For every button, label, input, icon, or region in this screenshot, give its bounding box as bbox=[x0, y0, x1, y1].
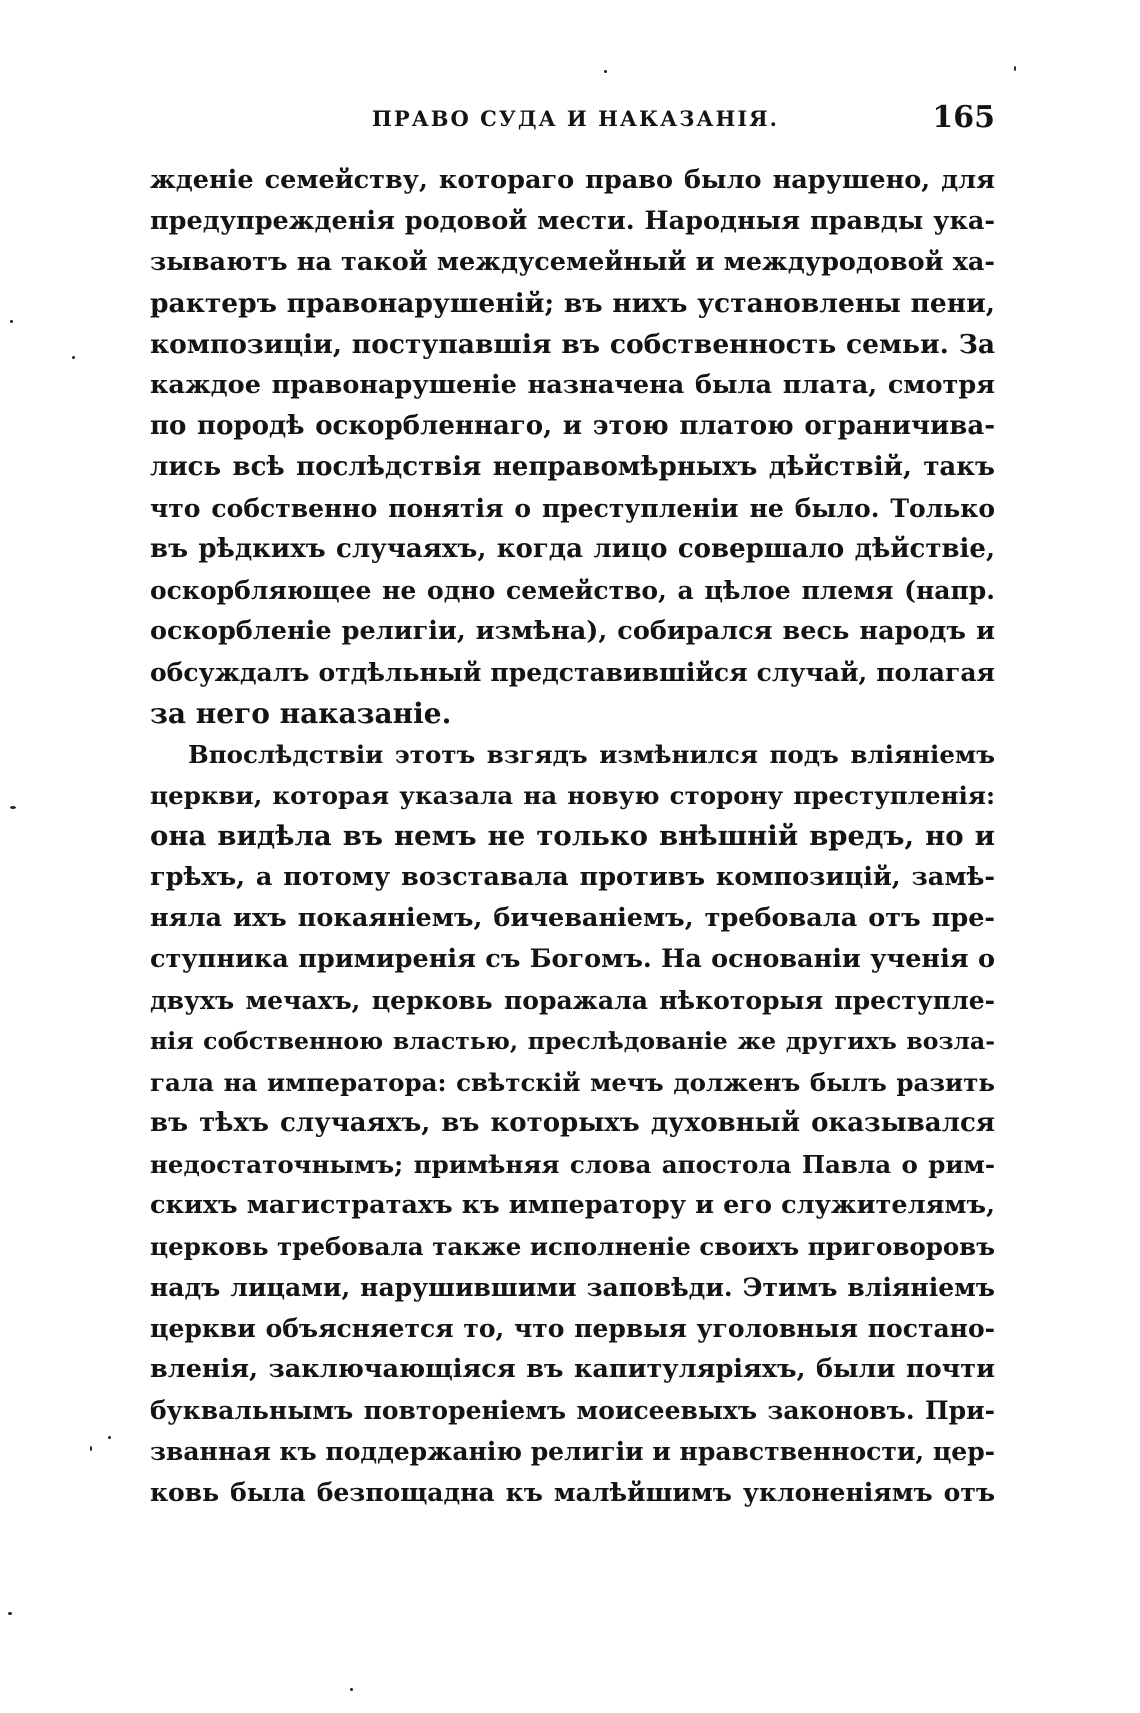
text-line: зываютъ на такой междусемейный и междуродовой ха- bbox=[150, 247, 995, 277]
text-line: церковь требовала также исполненіе своихъ приговоровъ bbox=[150, 1232, 995, 1261]
text-line: грѣхъ, а потому возставала противъ композицій, замѣ- bbox=[150, 862, 995, 892]
text-line: гала на императора: свѣтскій мечъ долженъ былъ разить bbox=[150, 1068, 995, 1097]
text-line: ковь была безпощадна къ малѣйшимъ уклоненіямъ отъ bbox=[150, 1478, 995, 1507]
text-line: скихъ магистратахъ къ императору и его служителямъ, bbox=[150, 1190, 995, 1220]
text-line: оскорбленіе религіи, измѣна), собирался весь народъ и bbox=[150, 616, 995, 646]
text-line: недостаточнымъ; примѣняя слова апостола Павла о рим- bbox=[150, 1150, 995, 1179]
text-line: въ рѣдкихъ случаяхъ, когда лицо совершало дѣйствіе, bbox=[150, 534, 995, 564]
text-line: надъ лицами, нарушившими заповѣди. Этимъ вліяніемъ bbox=[150, 1273, 995, 1302]
scan-speck bbox=[604, 70, 607, 73]
text-line: она видѣла въ немъ не только внѣшній вредъ, но и bbox=[150, 820, 995, 852]
scan-speck bbox=[90, 1446, 92, 1451]
text-line: нія собственною властью, преслѣдованіе же другихъ возла- bbox=[150, 1027, 995, 1055]
text-line: оскорбляющее не одно семейство, а цѣлое племя (напр. bbox=[150, 576, 995, 605]
text-line: жденіе семейству, котораго право было нарушено, для bbox=[150, 165, 995, 195]
text-line: что собственно понятія о преступленіи не было. Только bbox=[150, 494, 995, 523]
text-line: за него наказаніе. bbox=[150, 697, 452, 730]
text-line: каждое правонарушеніе назначена была плата, смотря bbox=[150, 370, 995, 400]
body-text bbox=[150, 160, 995, 1513]
text-line: званная къ поддержанію религіи и нравственности, цер- bbox=[150, 1437, 995, 1466]
running-header bbox=[150, 100, 995, 140]
text-line: буквальнымъ повтореніемъ моисеевыхъ законовъ. При- bbox=[150, 1396, 995, 1425]
scan-speck bbox=[8, 1612, 12, 1615]
text-line: композиціи, поступавшія въ собственность семьи. За bbox=[150, 329, 995, 360]
running-title: ПРАВО СУДА И НАКАЗАНІЯ. bbox=[372, 106, 779, 131]
page-number: 165 bbox=[932, 100, 995, 135]
scan-speck bbox=[350, 1688, 353, 1691]
scan-speck bbox=[10, 806, 16, 809]
text-line: двухъ мечахъ, церковь поражала нѣкоторыя преступле- bbox=[150, 986, 995, 1015]
text-line: вленія, заключающіяся въ капитуляріяхъ, были почти bbox=[150, 1354, 995, 1384]
text-line: Впослѣдствіи этотъ взгядъ измѣнился подъ вліяніемъ bbox=[188, 740, 995, 769]
text-line: церкви объясняется то, что первыя уголовныя постано- bbox=[150, 1314, 995, 1343]
scan-speck bbox=[1014, 66, 1016, 71]
text-line: няла ихъ покаяніемъ, бичеваніемъ, требовала отъ пре- bbox=[150, 903, 995, 933]
text-line: лись всѣ послѣдствія неправомѣрныхъ дѣйствій, такъ bbox=[150, 452, 995, 482]
text-line: предупрежденія родовой мести. Народныя правды ука- bbox=[150, 206, 995, 236]
text-line: рактеръ правонарушеній; въ нихъ установлены пени, bbox=[150, 288, 995, 319]
scan-speck bbox=[10, 320, 13, 323]
text-line: ступника примиренія съ Богомъ. На основаніи ученія о bbox=[150, 944, 995, 974]
paragraph-2 bbox=[150, 734, 995, 1513]
text-line: обсуждалъ отдѣльный представившійся случай, полагая bbox=[150, 658, 995, 687]
text-line: церкви, которая указала на новую сторону преступленія: bbox=[150, 781, 995, 810]
text-line: въ тѣхъ случаяхъ, въ которыхъ духовный оказывался bbox=[150, 1108, 995, 1138]
scan-speck bbox=[72, 356, 75, 359]
paragraph-1 bbox=[150, 160, 995, 734]
scan-speck bbox=[108, 1436, 111, 1439]
text-line: по породѣ оскорбленнаго, и этою платою ограничива- bbox=[150, 411, 995, 441]
